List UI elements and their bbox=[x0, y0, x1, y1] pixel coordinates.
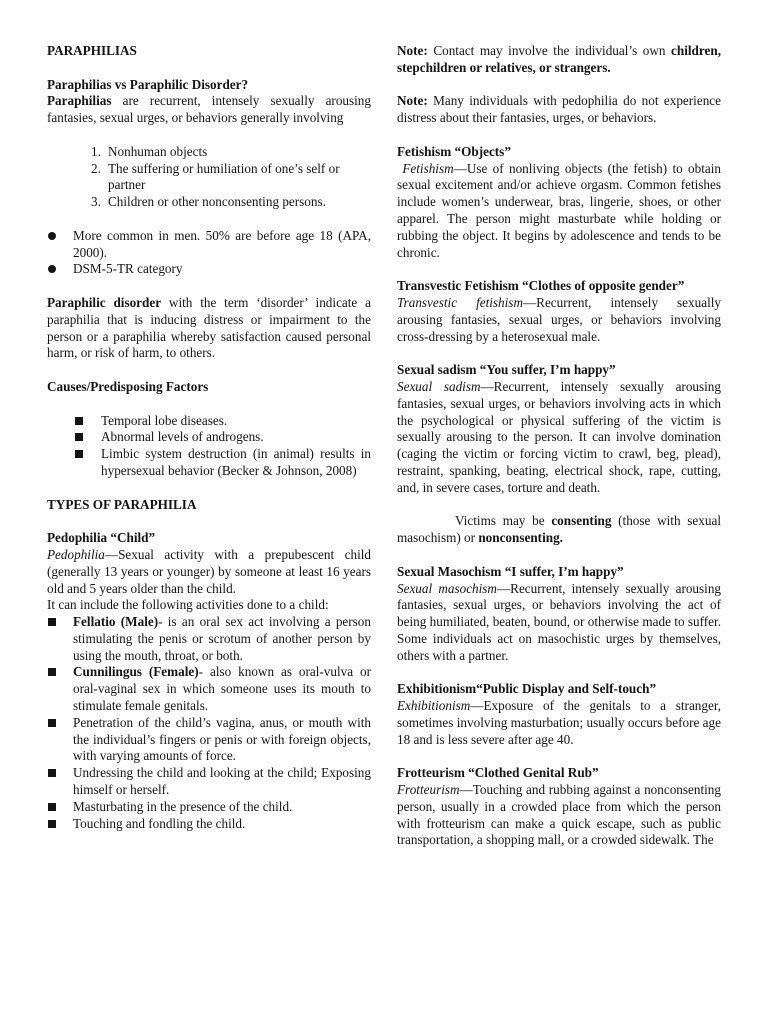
list-item-text: Limbic system destruction (in animal) results in hypersexual behavior (Becker & Johnson, 2008) bbox=[101, 446, 371, 478]
involving-list bbox=[47, 144, 371, 211]
causes-list bbox=[47, 413, 371, 480]
definition-text: —Use of nonliving objects (the fetish) to obtain sexual excitement and/or achieve orgasm. Common fetishes include women’s underwear, bras, lingerie, shoes, or other apparel. The person might masturbate while holding or rubbing the object. It begins by adolescence and tends to be chronic. bbox=[397, 160, 721, 260]
definition-term: Fetishism bbox=[402, 160, 454, 176]
list-item-text: - also known as oral-vulva or oral-vaginal sex in which someone uses its mouth to stimulate female genitals. bbox=[73, 664, 371, 714]
victims-text: (those with sexual masochism) or bbox=[397, 513, 721, 546]
masochism-definition bbox=[397, 581, 721, 665]
definition-term: Sexual masochism bbox=[397, 580, 497, 596]
definition-term: Frotteurism bbox=[397, 782, 460, 798]
bullet-square-icon bbox=[75, 417, 83, 425]
bullet-square-icon bbox=[48, 668, 56, 676]
note-label: Note: bbox=[397, 93, 428, 109]
list-item bbox=[47, 664, 371, 714]
bullet-square-icon bbox=[48, 803, 56, 811]
definition-text: are recurrent, intensely sexually arousing fantasies, sexual urges, or behaviors generally involving bbox=[47, 93, 371, 126]
list-item bbox=[91, 144, 371, 161]
list-item-text: More common in men. 50% are before age 18 (APA, 2000). bbox=[73, 227, 371, 260]
list-item bbox=[74, 446, 371, 480]
definition-text: —Recurrent, intensely sexually arousing fantasies, sexual urges, or behaviors involving the act of being humiliated, beaten, bound, or otherwise made to suffer. Some individuals act on masochistic urges by themselves, others with a partner. bbox=[397, 580, 722, 663]
list-item-text: DSM-5-TR category bbox=[73, 261, 183, 277]
list-item bbox=[47, 715, 371, 765]
definition-text: —Sexual activity with a prepubescent child (generally 13 years or younger) by someone at least 16 years old and 5 years older than the child. bbox=[47, 546, 371, 596]
list-item bbox=[47, 614, 371, 664]
definition-term: Sexual sadism bbox=[397, 378, 481, 394]
victims-emphasis: nonconsenting. bbox=[478, 530, 563, 546]
section-heading-types: TYPES OF PARAPHILIA bbox=[47, 496, 197, 512]
list-item bbox=[47, 799, 371, 816]
list-item bbox=[47, 228, 371, 262]
definition-term: Transvestic fetishism bbox=[397, 294, 523, 310]
exhibitionism-definition bbox=[397, 698, 721, 748]
list-item-text: Touching and fondling the child. bbox=[73, 815, 246, 831]
definition-text: —Recurrent, intensely sexually arousing fantasies, sexual urges, or behaviors involving acts in which the psychological or physical suffering of the victim is sexually arousing to the person. It can involve domination (caging the victim or forcing victim to crawl, beg, plead), restraint, spanking, beating, electrical shock, rape, cutting, and, in severe cases, torture and death. bbox=[397, 378, 721, 495]
list-item bbox=[74, 429, 371, 446]
list-number: 3. bbox=[91, 194, 101, 210]
list-item-text: Children or other nonconsenting persons. bbox=[108, 194, 326, 210]
definition-text: with the term ‘disorder’ indicate a paraphilia that is inducing distress or impairment to the person or a paraphilia whereby satisfaction caused personal harm, or risk of harm, to others. bbox=[47, 294, 371, 361]
definition-term: Pedophilia bbox=[47, 546, 105, 562]
list-item bbox=[47, 765, 371, 799]
victims-text: Victims may be bbox=[455, 513, 552, 529]
list-item-text: - is an oral sex act involving a person stimulating the penis or scrotum of another person by using the mouth, throat, or both. bbox=[73, 614, 371, 663]
bullet-square-icon bbox=[48, 618, 56, 626]
right-column bbox=[397, 43, 721, 849]
definition-text: —Recurrent, intensely sexually arousing fantasies, sexual urges, or behaviors involving cross-dressing by a heterosexual male. bbox=[397, 294, 721, 344]
fetishism-definition bbox=[397, 161, 721, 262]
activity-term: Fellatio (Male) bbox=[73, 614, 159, 630]
definition-term: Exhibitionism bbox=[397, 698, 471, 714]
sadism-definition bbox=[397, 379, 721, 497]
activity-term: Cunnilingus (Female) bbox=[73, 664, 199, 680]
sadism-heading: Sexual sadism “You suffer, I’m happy” bbox=[397, 362, 616, 378]
pedophilia-include-text: It can include the following activities done to a child: bbox=[47, 597, 329, 613]
list-item-text: Nonhuman objects bbox=[108, 143, 208, 159]
definition-text: —Exposure of the genitals to a stranger, sometimes involving masturbation; usually occurs before age 18 and is less severe after age 40. bbox=[397, 698, 721, 747]
note-text: Many individuals with pedophilia do not experience distress about their fantasies, urges, or behaviors. bbox=[397, 93, 721, 126]
list-item-text: The suffering or humiliation of one’s self or partner bbox=[108, 160, 340, 193]
transvestic-heading: Transvestic Fetishism “Clothes of opposite gender” bbox=[397, 278, 685, 294]
facts-list bbox=[47, 228, 371, 278]
pedophilia-heading: Pedophilia “Child” bbox=[47, 530, 156, 546]
bullet-square-icon bbox=[75, 433, 83, 441]
frotteurism-heading: Frotteurism “Clothed Genital Rub” bbox=[397, 765, 599, 781]
list-item-text: Temporal lobe diseases. bbox=[101, 412, 228, 428]
list-item bbox=[91, 194, 371, 211]
definition-term: Paraphilias bbox=[47, 93, 112, 109]
list-item bbox=[47, 816, 371, 833]
list-item bbox=[91, 161, 371, 195]
definition-text: —Touching and rubbing against a nonconsenting person, usually in a crowded place from which the person with frotteurism can make a quick escape, such as public transportation, a shopping mall, or a crowded sidewalk. The bbox=[397, 782, 721, 848]
paraphilias-definition bbox=[47, 93, 371, 127]
bullet-dot-icon bbox=[48, 265, 56, 273]
victims-paragraph bbox=[397, 513, 721, 547]
note-emphasis: children, stepchildren or relatives, or strangers. bbox=[397, 43, 721, 75]
list-number: 1. bbox=[91, 143, 101, 159]
bullet-square-icon bbox=[75, 450, 83, 458]
victims-emphasis: consenting bbox=[551, 513, 612, 529]
bullet-square-icon bbox=[48, 719, 56, 727]
note-distress bbox=[397, 93, 721, 127]
paraphilic-disorder-definition bbox=[47, 295, 371, 362]
definition-term: Paraphilic disorder bbox=[47, 294, 162, 310]
bullet-dot-icon bbox=[48, 232, 56, 240]
transvestic-definition bbox=[397, 295, 721, 345]
note-text: Contact may involve the individual’s own bbox=[427, 43, 672, 58]
note-label: Note: bbox=[397, 43, 428, 58]
pedophilia-definition bbox=[47, 547, 371, 597]
page-title: PARAPHILIAS bbox=[47, 43, 137, 58]
list-item-text: Masturbating in the presence of the child. bbox=[73, 798, 293, 814]
frotteurism-definition bbox=[397, 782, 721, 849]
list-item-text: Abnormal levels of androgens. bbox=[101, 429, 264, 445]
list-number: 2. bbox=[91, 160, 101, 176]
exhibitionism-heading: Exhibitionism“Public Display and Self-touch” bbox=[397, 681, 657, 697]
section-heading-vs: Paraphilias vs Paraphilic Disorder? bbox=[47, 76, 249, 92]
list-item-text: Penetration of the child’s vagina, anus, or mouth with the individual’s fingers or penis or with foreign objects, with varying amounts of force. bbox=[73, 714, 371, 764]
bullet-square-icon bbox=[48, 820, 56, 828]
activities-list bbox=[47, 614, 371, 832]
bullet-square-icon bbox=[48, 769, 56, 777]
fetishism-heading: Fetishism “Objects” bbox=[397, 143, 511, 159]
list-item bbox=[47, 261, 371, 278]
list-item bbox=[74, 413, 371, 430]
left-column bbox=[47, 43, 371, 832]
list-item-text: Undressing the child and looking at the child; Exposing himself or herself. bbox=[73, 765, 371, 798]
note-contact bbox=[397, 43, 721, 77]
masochism-heading: Sexual Masochism “I suffer, I’m happy” bbox=[397, 563, 624, 579]
section-heading-causes: Causes/Predisposing Factors bbox=[47, 378, 209, 394]
